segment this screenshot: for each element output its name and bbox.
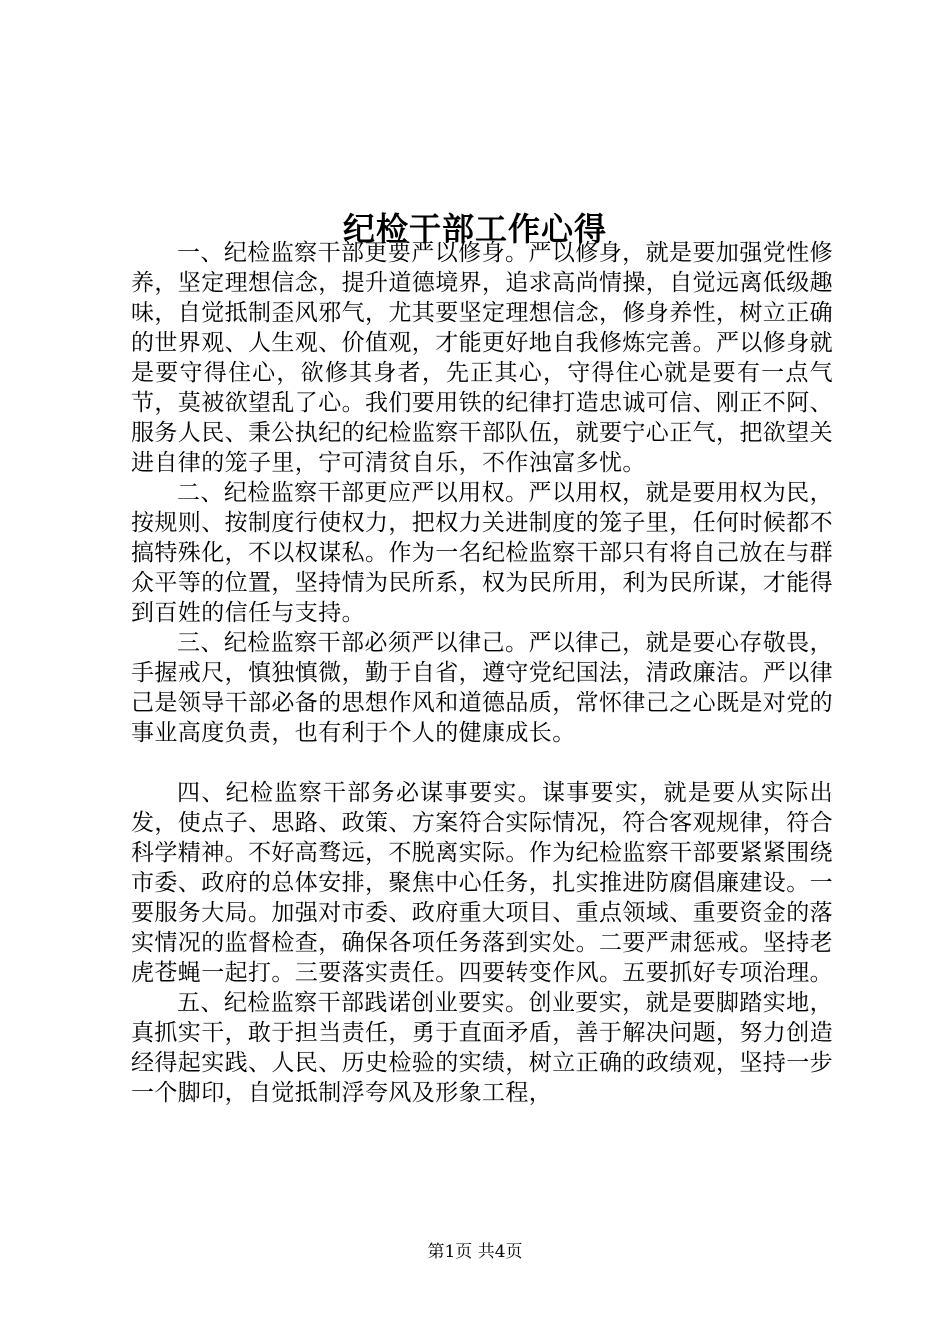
page-number-footer: 第1页 共4页	[427, 1242, 523, 1262]
paragraph-1-self-cultivation: 一、纪检监察干部更要严以修身。严以修身，就是要加强党性修养，坚定理想信念，提升道德境界，追求高尚情操，自觉远离低级趣味，自觉抵制歪风邪气，尤其要坚定理想信念，修身养性，树立正确的世界观、人生观、价值观，才能更好地自我修炼完善。严以修身就是要守得住心，欲修其身者，先正其心，守得住心就是要有一点气节，莫被欲望乱了心。我们要用铁的纪律打造忠诚可信、刚正不阿、服务人民、秉公执纪的纪检监察干部队伍，就要宁心正气，把欲望关进自律的笼子里，宁可清贫自乐，不作浊富多忧。	[131, 240, 833, 476]
document-body	[131, 238, 833, 1108]
paragraph-2-use-of-power: 二、纪检监察干部更应严以用权。严以用权，就是要用权为民，按规则、按制度行使权力，把权力关进制度的笼子里，任何时候都不搞特殊化，不以权谋私。作为一名纪检监察干部只有将自己放在与群众平等的位置，坚持情为民所系，权为民所用，利为民所谋，才能得到百姓的信任与支持。	[131, 480, 833, 626]
paragraph-4-practical-planning: 四、纪检监察干部务必谋事要实。谋事要实，就是要从实际出发，使点子、思路、政策、方案符合实际情况，符合客观规律，符合科学精神。不好高骛远，不脱离实际。作为纪检监察干部要紧紧围绕市委、政府的总体安排，聚焦中心任务，扎实推进防腐倡廉建设。一要服务大局。加强对市委、政府重大项目、重点领域、重要资金的落实情况的监督检查，确保各项任务落到实处。二要严肃惩戒。坚持老虎苍蝇一起打。三要落实责任。四要转变作风。五要抓好专项治理。	[131, 780, 833, 986]
paragraph-3-self-discipline: 三、纪检监察干部必须严以律己。严以律己，就是要心存敬畏，手握戒尺，慎独慎微，勤于自省，遵守党纪国法，清政廉洁。严以律己是领导干部必备的思想作风和道德品质，常怀律己之心既是对党的事业高度负责，也有利于个人的健康成长。	[131, 630, 833, 746]
paragraph-5-practical-enterprise: 五、纪检监察干部践诺创业要实。创业要实，就是要脚踏实地，真抓实干，敢于担当责任，勇于直面矛盾，善于解决问题，努力创造经得起实践、人民、历史检验的实绩，树立正确的政绩观，坚持一步一个脚印，自觉抵制浮夸风及形象工程，	[131, 990, 833, 1106]
document-title: 纪检干部工作心得	[342, 210, 607, 249]
